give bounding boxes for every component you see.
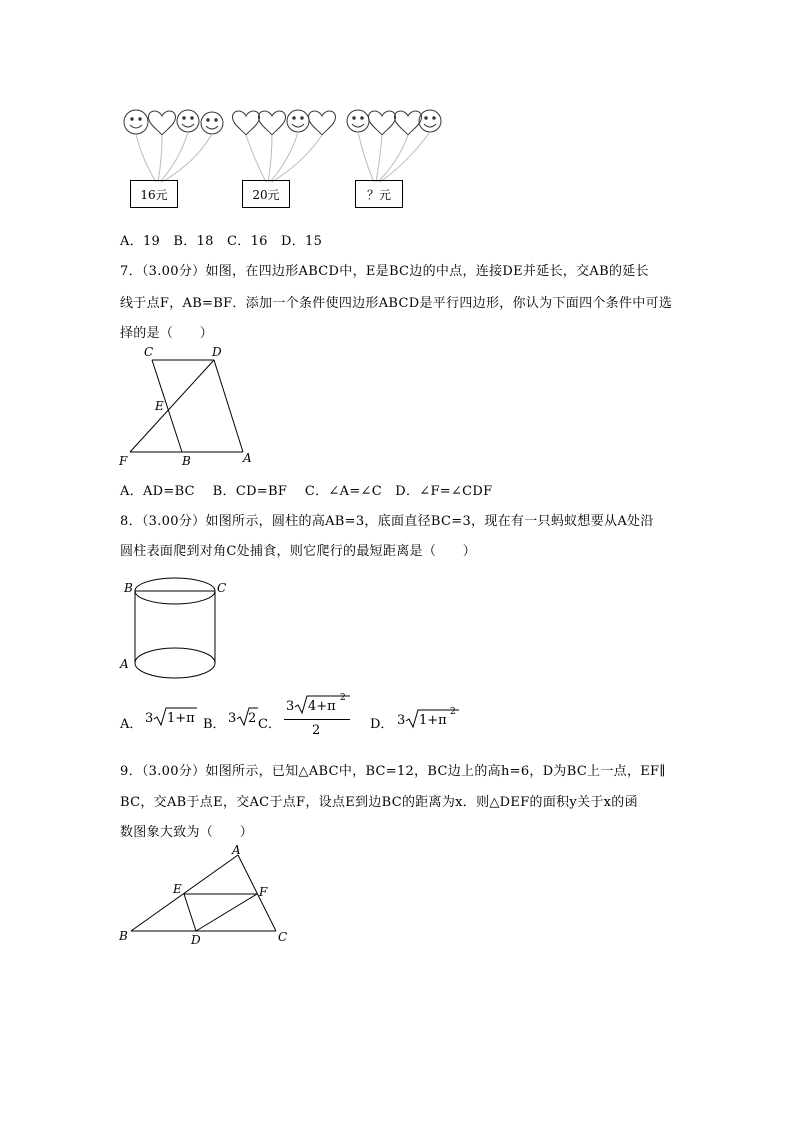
q9-stem-line-1: 9．（3.00分）如图所示，已知△ABC中，BC=12，BC边上的高h=6，D为BC上一点，EF∥ [120,764,666,779]
label-C: C [278,930,288,944]
option-a-coef: 3 [145,711,154,726]
smiley-icon [201,112,223,134]
label-A: A [243,451,252,465]
option-c-radicand: 4+π [308,699,336,714]
price-label: ？元 [366,187,391,202]
option-d-radicand: 1+π [419,713,447,728]
option-c-exponent: 2 [340,693,346,703]
label-E: E [155,399,164,413]
heart-icon [309,111,336,135]
label-D: D [212,345,222,359]
smiley-icon [287,110,309,132]
cylinder-figure [115,575,235,685]
q8-stem-line-2: 圆柱表面爬到对角C处捕食，则它爬行的最短距离是（ ） [120,544,477,559]
q6-options: A．19 B．18 C．16 D．15 [120,234,323,249]
label-C: C [144,345,154,359]
heart-icon [395,111,422,135]
smiley-icon [347,110,369,132]
q9-stem-line-3: 数图象大致为（ ） [120,825,254,840]
price-box-3 [355,180,403,208]
price-box-2 [242,180,290,208]
fraction-bar [284,719,350,720]
heart-icon [233,111,260,135]
option-b-coef: 3 [228,711,237,726]
label-A: A [232,843,241,857]
option-d-exponent: 2 [450,707,456,717]
label-F: F [259,885,268,899]
price-label: 20元 [252,187,280,202]
option-a-label: A． [120,717,143,732]
label-B: B [182,454,191,468]
option-c-label: C． [258,717,281,732]
heart-icon [259,111,286,135]
option-b-radicand: 2 [248,711,257,726]
label-E: E [173,882,182,896]
label-D: D [191,933,201,947]
triangle-figure [115,840,295,950]
label-B: B [119,929,128,943]
option-d-coef: 3 [397,713,406,728]
price-label: 16元 [140,187,168,202]
option-b-label: B． [203,717,226,732]
option-d-label: D． [370,717,394,732]
label-A: A [120,657,129,671]
q9-stem-line-2: BC，交AB于点E，交AC于点F，设点E到边BC的距离为x．则△DEF的面积y关于x的函 [120,795,638,810]
q7-options: A．AD=BC B．CD=BF C．∠A=∠C D．∠F=∠CDF [120,484,493,499]
heart-icon [149,111,176,135]
quadrilateral-figure [110,342,270,472]
smiley-icon [419,110,441,132]
q7-stem-line-1: 7．（3.00分）如图，在四边形ABCD中，E是BC边的中点，连接DE并延长，交AB的延长 [120,264,649,279]
q7-stem-line-3: 择的是（ ） [120,326,214,341]
price-box-1 [130,180,178,208]
option-c-coef: 3 [286,699,295,714]
option-a-radicand: 1+π [167,711,195,726]
smiley-icon [124,110,148,134]
label-B: B [124,581,133,595]
heart-icon [369,111,396,135]
smiley-icon [177,110,199,132]
label-C: C [217,581,227,595]
option-c-denominator: 2 [312,723,321,738]
label-F: F [119,454,128,468]
q8-stem-line-1: 8．（3.00分）如图所示，圆柱的高AB=3，底面直径BC=3，现在有一只蚂蚁想要从A处沿 [120,514,654,529]
q7-stem-line-2: 线于点F，AB=BF．添加一个条件使四边形ABCD是平行四边形，你认为下面四个条件中可选 [120,296,673,311]
